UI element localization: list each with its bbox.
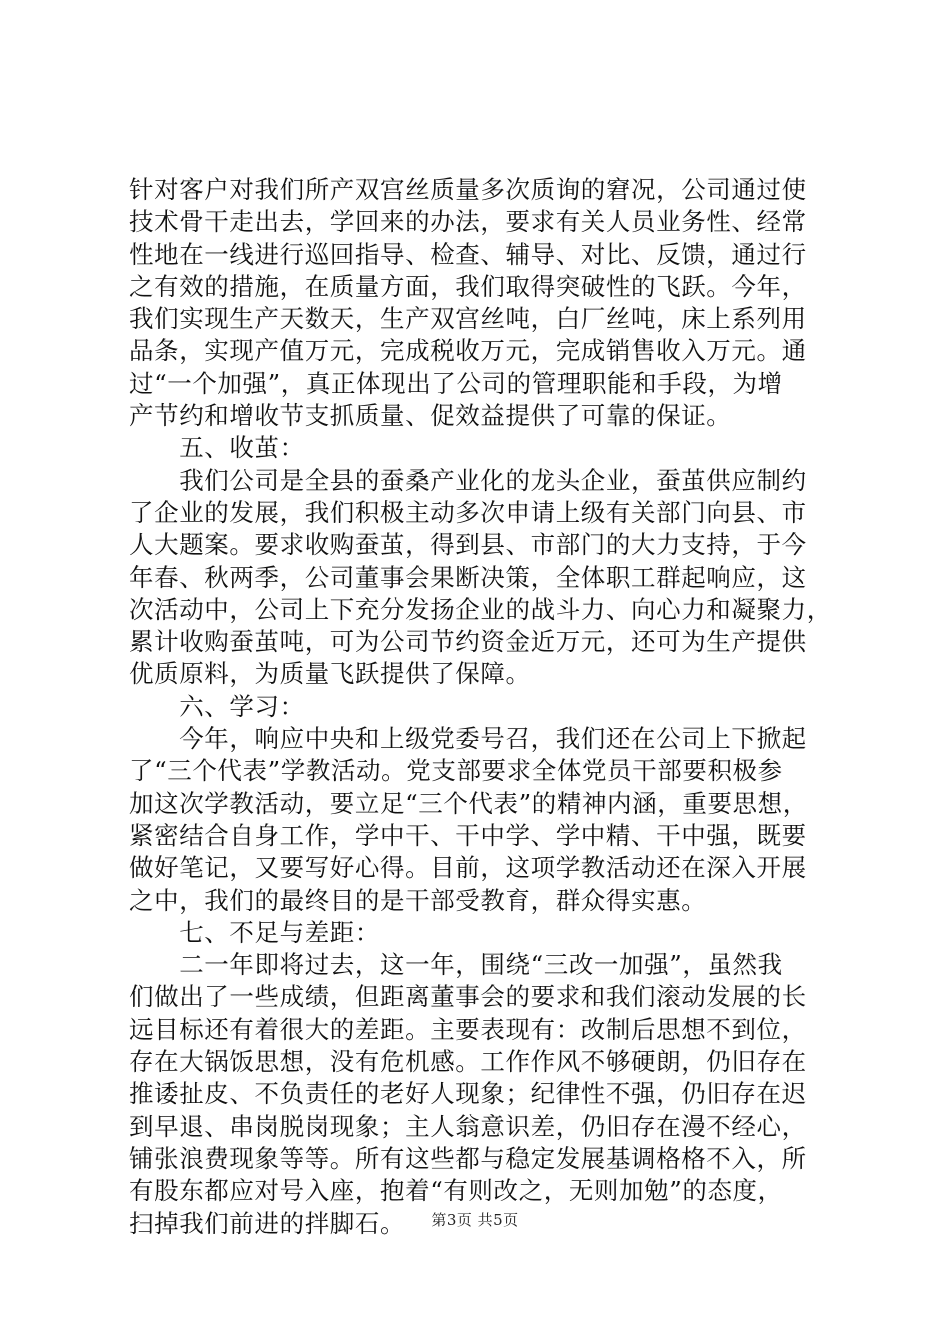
text-line: 过“一个加强”，真正体现出了公司的管理职能和手段，为增	[129, 368, 783, 398]
text-line: 们做出了一些成绩，但距离董事会的要求和我们滚动发展的长	[129, 982, 807, 1012]
text-line: 二一年即将过去，这一年，围绕“三改一加强”，虽然我	[129, 950, 783, 980]
text-line: 优质原料，为质量飞跃提供了保障。	[129, 659, 531, 689]
text-line: 之有效的措施，在质量方面，我们取得突破性的飞跃。今年，	[129, 271, 807, 301]
text-line: 性地在一线进行巡回指导、检查、辅导、对比、反馈，通过行	[129, 239, 807, 269]
text-line: 针对客户对我们所产双宫丝质量多次质询的窘况，公司通过使	[129, 175, 807, 204]
text-line: 有股东都应对号入座，抱着“有则改之，无则加勉”的态度，	[129, 1176, 783, 1206]
text-line: 推诿扯皮、不负责任的老好人现象；纪律性不强，仍旧存在迟	[129, 1079, 807, 1109]
text-line: 六、学习：	[129, 691, 305, 721]
text-line: 技术骨干走出去，学回来的办法，要求有关人员业务性、经常	[129, 207, 807, 237]
document-body	[129, 174, 849, 1240]
text-line: 存在大锅饭思想，没有危机感。工作作风不够硬朗，仍旧存在	[129, 1047, 807, 1077]
text-line: 今年，响应中央和上级党委号召，我们还在公司上下掀起	[129, 724, 807, 754]
text-line: 了企业的发展，我们积极主动多次申请上级有关部门向县、市	[129, 497, 807, 527]
text-line: 扫掉我们前进的拌脚石。	[129, 1208, 406, 1238]
text-line: 到早退、串岗脱岗现象；主人翁意识差，仍旧存在漫不经心，	[129, 1111, 807, 1141]
text-line: 累计收购蚕茧吨，可为公司节约资金近万元，还可为生产提供	[129, 627, 807, 657]
text-line: 人大题案。要求收购蚕茧，得到县、市部门的大力支持，于今	[129, 530, 807, 560]
text-line: 品条，实现产值万元，完成税收万元，完成销售收入万元。通	[129, 336, 807, 366]
text-line: 我们实现生产天数天，生产双宫丝吨，白厂丝吨，床上系列用	[129, 304, 807, 334]
text-line: 产节约和增收节支抓质量、促效益提供了可靠的保证。	[129, 401, 732, 431]
text-line: 五、收茧：	[129, 433, 305, 463]
text-line: 之中，我们的最终目的是干部受教育，群众得实惠。	[129, 885, 707, 915]
text-line: 年春、秋两季，公司董事会果断决策，全体职工群起响应，这	[129, 562, 807, 592]
text-line: 我们公司是全县的蚕桑产业化的龙头企业，蚕茧供应制约	[129, 465, 807, 495]
text-line: 了“三个代表”学教活动。党支部要求全体党员干部要积极参	[129, 756, 783, 786]
text-line: 紧密结合自身工作，学中干、干中学、学中精、干中强，既要	[129, 820, 807, 850]
page-footer: 第3页 共5页	[431, 1211, 519, 1229]
text-line: 七、不足与差距：	[129, 917, 380, 947]
text-line: 做好笔记，又要写好心得。目前，这项学教活动还在深入开展	[129, 853, 807, 883]
text-line: 加这次学教活动，要立足“三个代表”的精神内涵，重要思想，	[129, 788, 808, 818]
text-line: 次活动中，公司上下充分发扬企业的战斗力、向心力和凝聚力，	[129, 594, 832, 624]
text-line: 远目标还有着很大的差距。主要表现有：改制后思想不到位，	[129, 1014, 807, 1044]
text-line: 铺张浪费现象等等。所有这些都与稳定发展基调格格不入，所	[129, 1143, 807, 1173]
